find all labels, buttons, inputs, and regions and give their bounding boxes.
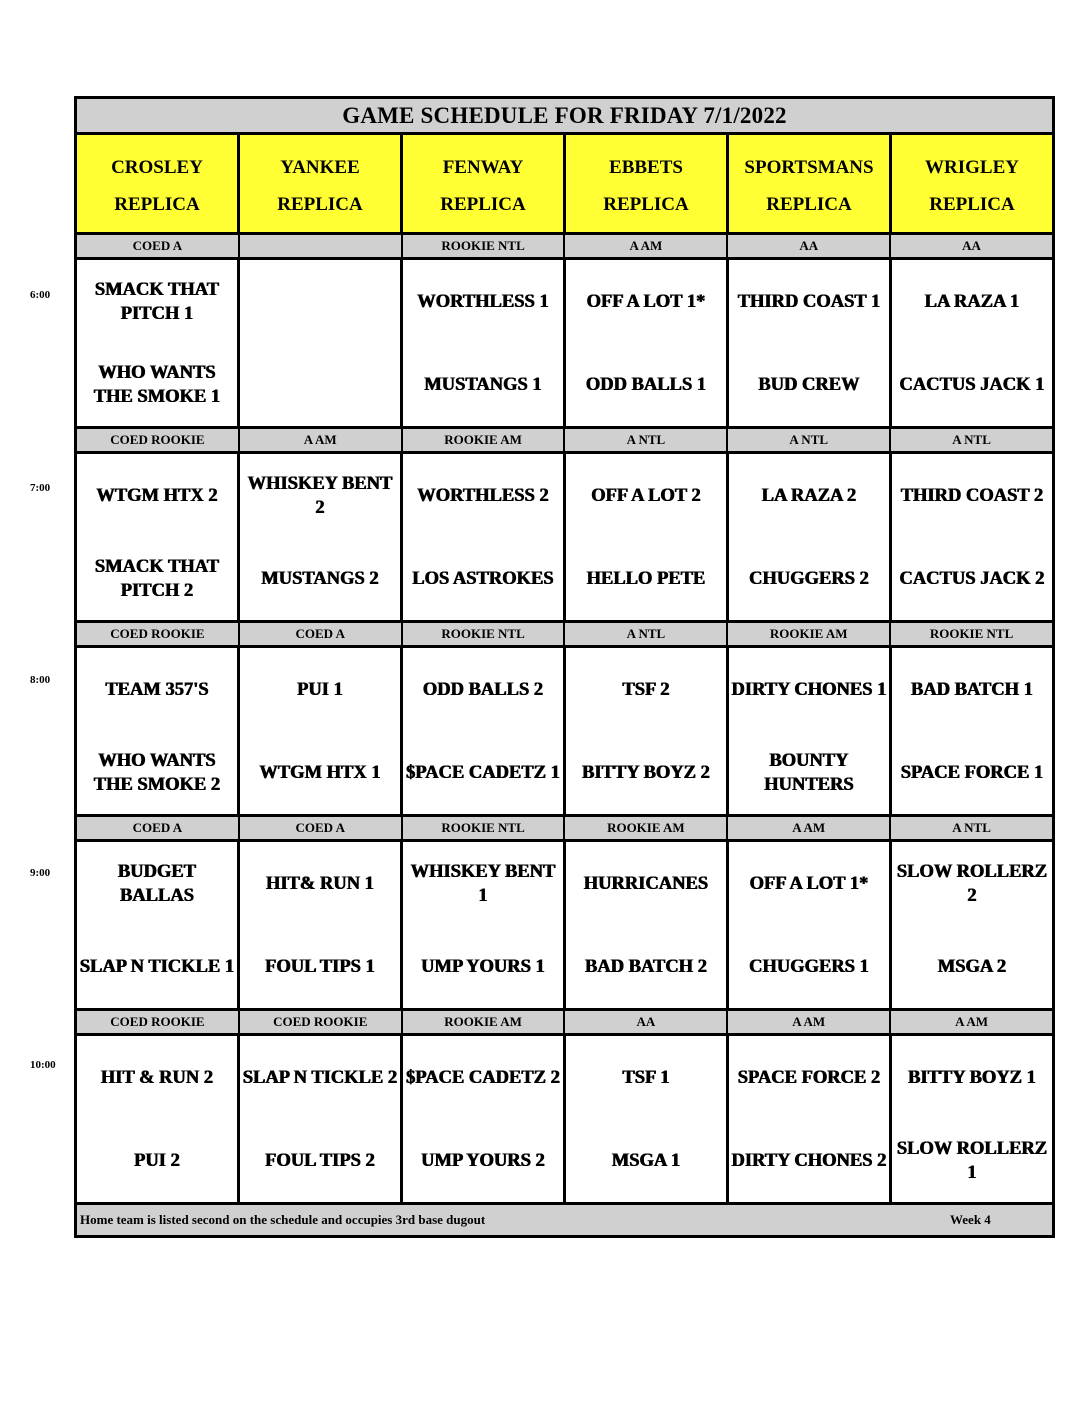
home-team: HELLO PETE [586,568,706,589]
game-row [77,1036,1052,1205]
division-label: A AM [240,429,403,451]
week-label: Week 4 [950,1212,991,1227]
division-label: ROOKIE AM [403,429,566,451]
field-name: WRIGLEY [925,157,1019,178]
home-team: WHO WANTS THE SMOKE 2 [93,750,221,795]
division-row [77,429,1052,454]
game-row [77,648,1052,817]
game-cell [729,454,892,620]
game-cell [892,648,1052,814]
division-label: AA [565,1011,728,1033]
division-label: COED ROOKIE [77,1011,240,1033]
home-team: LOS ASTROKES [412,568,554,589]
game-cell [240,1036,403,1202]
game-cell [566,454,729,620]
division-row [77,1011,1052,1036]
division-label: COED ROOKIE [77,623,240,645]
division-label: ROOKIE NTL [929,626,1014,641]
away-team: SPACE FORCE 2 [737,1067,881,1088]
field-header-yankee [240,135,403,232]
away-team: WORTHLESS 1 [417,291,549,312]
field-header-fenway [403,135,566,232]
time-slots [77,235,1052,1205]
division-label: ROOKIE AM [728,623,891,645]
away-team: LA RAZA 1 [924,291,1020,312]
time-label: 9:00 [30,866,51,879]
game-cell [403,648,566,814]
division-label: COED A [77,235,240,257]
division-label: ROOKIE NTL [403,623,566,645]
footer-note: Home team is listed second on the schedule and occupies 3rd base dugout [80,1212,486,1227]
division-row [77,235,1052,260]
division-label: ROOKIE NTL [403,817,566,839]
game-cell [77,842,240,1008]
away-team: THIRD COAST 2 [900,485,1044,506]
division-row [77,817,1052,842]
time-label: 10:00 [30,1059,56,1071]
away-team: SLAP N TICKLE 2 [242,1067,398,1088]
division-label [240,235,403,257]
away-team: OFF A LOT 2 [591,485,701,506]
division-label: COED A [77,817,240,839]
game-cell [403,1036,566,1202]
game-cell [729,648,892,814]
game-cell [240,454,403,620]
time-label: 8:00 [30,674,51,686]
field-sub: REPLICA [929,194,1015,215]
home-team: MUSTANGS 2 [261,568,379,589]
field-sub: REPLICA [114,194,200,215]
page-title: GAME SCHEDULE FOR FRIDAY 7/1/2022 [77,99,1052,135]
division-label: A AM [728,817,891,839]
field-name: YANKEE [280,157,360,178]
away-team: SLOW ROLLERZ 2 [896,861,1048,906]
division-label: AA [962,238,981,253]
game-cell [240,842,403,1008]
away-team: TEAM 357'S [105,679,209,700]
game-cell [77,260,240,426]
division-label: A NTL [728,429,891,451]
game-cell [240,260,403,426]
game-cell [566,260,729,426]
game-cell [729,842,892,1008]
away-team: ODD BALLS 2 [422,679,544,700]
game-row [77,842,1052,1011]
division-label: COED A [240,623,403,645]
footer [77,1205,1052,1235]
away-team: DIRTY CHONES 1 [731,679,887,700]
game-cell [729,1036,892,1202]
division-label: COED ROOKIE [77,429,240,451]
field-name: SPORTSMANS [744,157,874,178]
field-header-sportsmans [729,135,892,232]
home-team: MSGA 1 [611,1150,681,1171]
game-cell [77,1036,240,1202]
away-team: BUDGET BALLAS [117,861,197,906]
division-label: A NTL [952,820,991,835]
field-header-crosley [77,135,240,232]
home-team: BITTY BOYZ 2 [582,762,710,783]
field-name: CROSLEY [111,157,203,178]
field-header-ebbets [566,135,729,232]
game-cell [240,648,403,814]
field-sub: REPLICA [440,194,526,215]
division-label: AA [728,235,891,257]
game-cell [566,648,729,814]
division-label: ROOKIE AM [403,1011,566,1033]
away-team: WTGM HTX 2 [96,485,218,506]
away-team: HURRICANES [583,873,709,894]
away-team: LA RAZA 2 [761,485,857,506]
division-label: A AM [565,235,728,257]
away-team: WORTHLESS 2 [417,485,549,506]
away-team: BAD BATCH 1 [911,679,1033,700]
home-team: CHUGGERS 1 [749,956,869,977]
game-cell [403,842,566,1008]
away-team: WHISKEY BENT 1 [410,861,556,906]
game-row [77,454,1052,623]
home-team: CACTUS JACK 1 [899,374,1045,395]
division-label: A AM [955,1014,988,1029]
away-team: $PACE CADETZ 2 [406,1067,560,1088]
home-team: WTGM HTX 1 [259,762,381,783]
away-team: TSF 1 [622,1067,670,1088]
away-team: WHISKEY BENT 2 [247,473,393,518]
home-team: FOUL TIPS 2 [265,1150,375,1171]
game-cell [566,842,729,1008]
away-team: OFF A LOT 1* [749,873,869,894]
away-team: HIT& RUN 1 [266,873,374,894]
division-label: A NTL [952,432,991,447]
game-cell [892,842,1052,1008]
division-label: A NTL [565,429,728,451]
away-team: SMACK THAT PITCH 1 [94,279,220,324]
home-team: BOUNTY HUNTERS [764,750,854,795]
division-row [77,623,1052,648]
home-team: PUI 2 [134,1150,180,1171]
away-team: BITTY BOYZ 1 [908,1067,1036,1088]
home-team: CACTUS JACK 2 [899,568,1045,589]
game-cell [892,1036,1052,1202]
game-cell [729,260,892,426]
field-sub: REPLICA [766,194,852,215]
field-name: FENWAY [442,157,524,178]
home-team: DIRTY CHONES 2 [731,1150,887,1171]
schedule-sheet [74,96,1055,1238]
home-team: ODD BALLS 1 [585,374,707,395]
field-header-wrigley [892,135,1052,232]
game-cell [77,648,240,814]
field-name: EBBETS [609,157,683,178]
away-team: HIT & RUN 2 [100,1067,214,1088]
game-cell [892,454,1052,620]
division-label: ROOKIE NTL [403,235,566,257]
home-team: MSGA 2 [937,956,1007,977]
away-team: OFF A LOT 1* [586,291,706,312]
home-team: BUD CREW [758,374,860,395]
home-team: WHO WANTS THE SMOKE 1 [93,362,221,407]
division-label: COED A [240,817,403,839]
away-team: THIRD COAST 1 [737,291,881,312]
game-row [77,260,1052,429]
home-team: CHUGGERS 2 [749,568,869,589]
game-cell [77,454,240,620]
field-sub: REPLICA [277,194,363,215]
home-team: $PACE CADETZ 1 [406,762,560,783]
home-team: UMP YOURS 1 [421,956,545,977]
home-team: FOUL TIPS 1 [265,956,375,977]
division-label: A AM [728,1011,891,1033]
division-label: A NTL [565,623,728,645]
home-team: BAD BATCH 2 [585,956,707,977]
time-label: 7:00 [30,481,51,494]
division-label: ROOKIE AM [565,817,728,839]
game-cell [403,454,566,620]
away-team: TSF 2 [622,679,670,700]
time-label: 6:00 [30,289,51,301]
field-sub: REPLICA [603,194,689,215]
game-cell [892,260,1052,426]
home-team: SMACK THAT PITCH 2 [94,556,220,601]
home-team: MUSTANGS 1 [424,374,542,395]
home-team: UMP YOURS 2 [421,1150,545,1171]
home-team: SPACE FORCE 1 [900,762,1044,783]
home-team: SLAP N TICKLE 1 [79,956,235,977]
division-label: COED ROOKIE [240,1011,403,1033]
field-header-row [77,135,1052,235]
game-cell [566,1036,729,1202]
away-team: PUI 1 [297,679,343,700]
game-cell [403,260,566,426]
home-team: SLOW ROLLERZ 1 [896,1138,1048,1183]
